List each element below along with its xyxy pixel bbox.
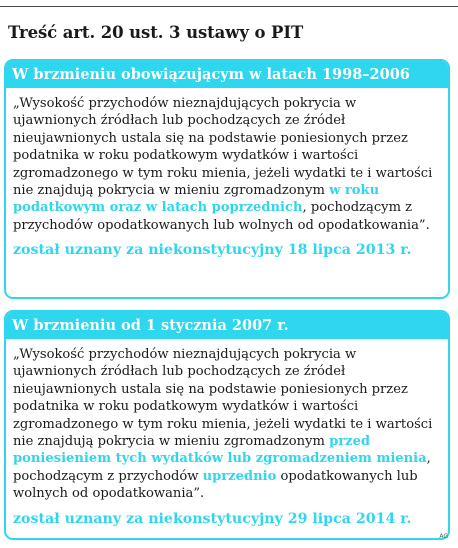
article-text [6, 339, 448, 503]
highlighted-phrase: uprzednio [202, 468, 277, 484]
highlighted-phrase: przed poniesieniem tych wydatków lub zgromadzeniem mienia [13, 434, 427, 467]
section-from-2007 [4, 310, 450, 540]
credit-initials: AG [439, 533, 448, 540]
text-segment: opodatkowanych lub wolnych od opodatkowania”. [13, 468, 418, 502]
verdict-text: został uznany za niekonstytucyjny 18 lipca 2013 r. [13, 242, 412, 259]
text-segment: , pochodzącym z przychodów [13, 451, 431, 484]
text-segment: „Wysokość przychodów nieznajdujących pokrycia w ujawnionych źródłach lub pochodzących ze źródeł nieujawnionych ustala się na podstawie poniesionych przez podatnika w roku podatkowym wydatków i wartości zgromadzonego w tym roku mienia, jeżeli wydatki te i wartości nie znajdują pokrycia w mieniu zgromadzonym [13, 96, 433, 199]
section-header: W brzmieniu od 1 stycznia 2007 r. [6, 312, 448, 339]
section-header: W brzmieniu obowiązującym w latach 1998–2006 [6, 61, 448, 88]
article-text [6, 88, 448, 234]
text-segment: , pochodzącym z przychodów opodatkowanych lub wolnych od opodatkowania”. [13, 200, 430, 233]
highlighted-phrase: w roku podatkowym oraz w latach poprzednich [13, 183, 380, 216]
page-title: Treść art. 20 ust. 3 ustawy o PIT [8, 23, 304, 42]
section-1998-2006 [4, 59, 450, 299]
text-segment: „Wysokość przychodów nieznajdujących pokrycia w ujawnionych źródłach lub pochodzących ze źródeł nieujawnionych ustala się na podstawie poniesionych przez podatnika w roku podatkowym wydatków i wartości zgromadzonego w tym roku mienia, jeżeli wydatki te i wartości nie znajdują pokrycia w mieniu zgromadzonym [13, 347, 433, 450]
top-rule [0, 6, 458, 7]
verdict-text: został uznany za niekonstytucyjny 29 lipca 2014 r. [13, 510, 412, 527]
